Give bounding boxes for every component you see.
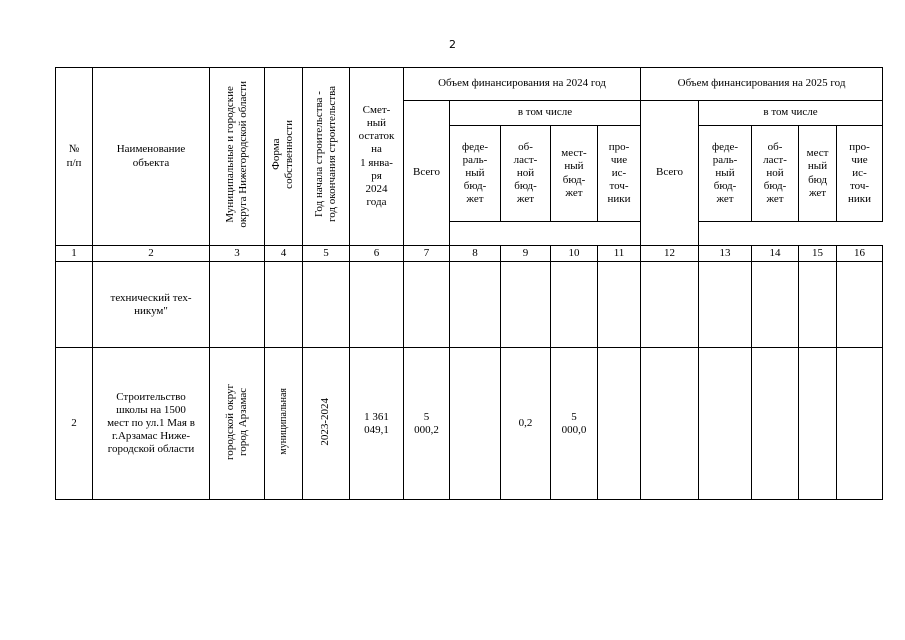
column-number: 5 [303, 246, 350, 262]
column-number: 16 [837, 246, 883, 262]
header-fin-2024: Объем финансирования на 2024 год [404, 68, 641, 101]
column-number: 6 [350, 246, 404, 262]
row-municipality: городской округ город Арзамас [210, 348, 265, 500]
header-municipality: Муниципальные и городские округа Нижегородской области [210, 68, 265, 246]
row-total-2025 [641, 348, 699, 500]
row-num: 2 [56, 348, 93, 500]
header-federal-2024: феде- раль- ный бюд- жет [450, 126, 501, 222]
header-fin-2025: Объем финансирования на 2025 год [641, 68, 883, 101]
column-number: 4 [265, 246, 303, 262]
row-regional-2024: 0,2 [501, 348, 551, 500]
row-other-2025 [837, 348, 883, 500]
row-years: 2023-2024 [303, 348, 350, 500]
column-number-row [56, 246, 883, 262]
row-federal-2025 [699, 348, 752, 500]
row-other-2024 [598, 348, 641, 500]
table-row [56, 348, 883, 500]
column-number: 2 [93, 246, 210, 262]
column-number: 3 [210, 246, 265, 262]
header-regional-2024: об- ласт- ной бюд- жет [501, 126, 551, 222]
header-local-2024: мест- ный бюд- жет [551, 126, 598, 222]
column-number: 7 [404, 246, 450, 262]
header-total-2025: Всего [641, 101, 699, 246]
column-number: 14 [752, 246, 799, 262]
column-number: 11 [598, 246, 641, 262]
row-local-2024: 5 000,0 [551, 348, 598, 500]
column-number: 13 [699, 246, 752, 262]
row-ownership: муниципальная [265, 348, 303, 500]
column-number: 1 [56, 246, 93, 262]
row-remaining: 1 361 049,1 [350, 348, 404, 500]
row-total-2024: 5 000,2 [404, 348, 450, 500]
header-total-2024: Всего [404, 101, 450, 246]
header-local-2025: мест ный бюд жет [799, 126, 837, 222]
column-number: 15 [799, 246, 837, 262]
column-number: 8 [450, 246, 501, 262]
column-number: 10 [551, 246, 598, 262]
header-num: № п/п [56, 68, 93, 246]
row-regional-2025 [752, 348, 799, 500]
row-name: Строительство школы на 1500 мест по ул.1 Мая в г.Арзамас Ниже- городской области [93, 348, 210, 500]
financing-table [55, 67, 883, 500]
header-including-2025: в том числе [699, 101, 883, 126]
header-other-2024: про- чие ис- точ- ники [598, 126, 641, 222]
page-number: 2 [449, 38, 456, 51]
column-number: 9 [501, 246, 551, 262]
header-regional-2025: об- ласт- ной бюд- жет [752, 126, 799, 222]
row-federal-2024 [450, 348, 501, 500]
header-including-2024: в том числе [450, 101, 641, 126]
column-number: 12 [641, 246, 699, 262]
header-remaining: Смет- ный остаток на 1 янва- ря 2024 года [350, 68, 404, 246]
continuation-text: технический тех- никум" [93, 262, 210, 348]
header-years: Год начала строительства - год окончания строительства [303, 68, 350, 246]
table-row [56, 262, 883, 348]
row-local-2025 [799, 348, 837, 500]
header-name: Наименование объекта [93, 68, 210, 246]
header-other-2025: про- чие ис- точ- ники [837, 126, 883, 222]
header-federal-2025: феде- раль- ный бюд- жет [699, 126, 752, 222]
header-ownership: Форма собственности [265, 68, 303, 246]
